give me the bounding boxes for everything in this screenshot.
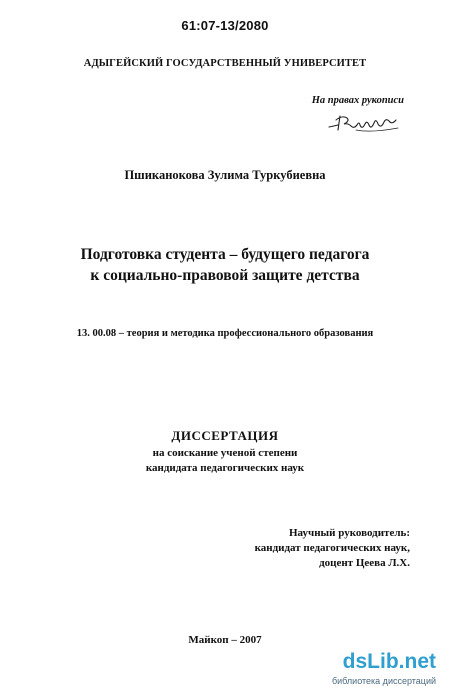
watermark-brand: dsLib.net bbox=[342, 650, 436, 673]
watermark-tagline: библиотека диссертаций bbox=[332, 676, 437, 686]
rights-notice: На правах рукописи bbox=[311, 95, 404, 106]
author-name: Пшиканокова Зулима Туркубиевна bbox=[124, 168, 326, 182]
city-year: Майкоп – 2007 bbox=[188, 634, 262, 646]
dslib-watermark bbox=[332, 650, 440, 692]
supervisor-label: Научный руководитель: bbox=[289, 527, 410, 539]
dissertation-title-line-1: Подготовка студента – будущего педагога bbox=[80, 246, 370, 263]
degree-line-1: на соискание ученой степени bbox=[152, 447, 298, 459]
degree-line-2: кандидата педагогических наук bbox=[145, 462, 305, 474]
dissertation-title-line-2: к социально-правовой защите детства bbox=[90, 267, 360, 284]
supervisor-degree: кандидат педагогических наук, bbox=[254, 542, 410, 554]
specialty-code: 13. 00.08 – теория и методика профессионального образования bbox=[76, 328, 374, 339]
document-type: ДИССЕРТАЦИЯ bbox=[171, 428, 279, 443]
dissertation-title bbox=[0, 244, 450, 286]
archive-code: 61:07-13/2080 bbox=[181, 18, 269, 33]
handwritten-signature-icon bbox=[326, 112, 406, 134]
university-name: АДЫГЕЙСКИЙ ГОСУДАРСТВЕННЫЙ УНИВЕРСИТЕТ bbox=[83, 58, 367, 69]
supervisor-name: доцент Цеева Л.Х. bbox=[319, 557, 410, 569]
